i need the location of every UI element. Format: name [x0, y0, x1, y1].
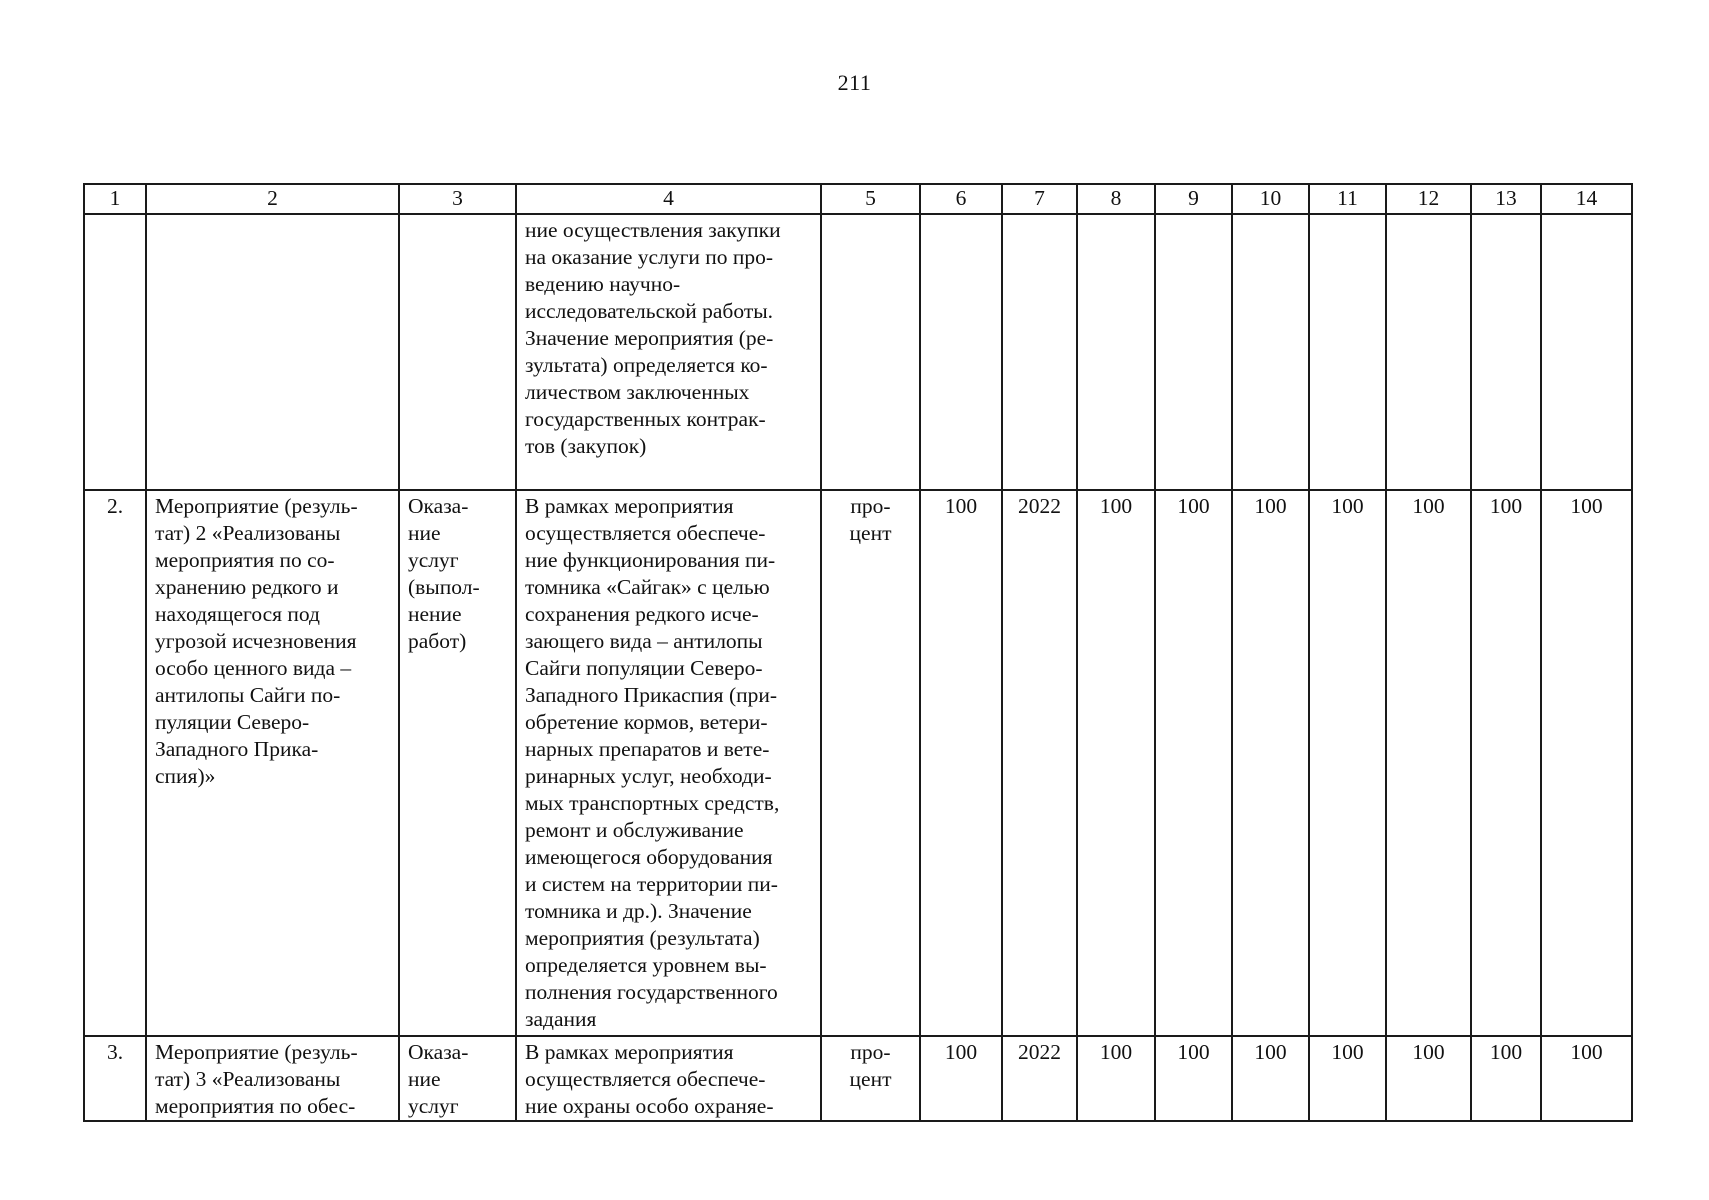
- value-cell: 2022: [1002, 1036, 1077, 1121]
- row-number-cell: 3.: [84, 1036, 146, 1121]
- value-cell: 100: [1232, 1036, 1309, 1121]
- table-row: [84, 214, 1632, 490]
- indicators-table: [83, 183, 1633, 1122]
- value-cell: 100: [920, 1036, 1002, 1121]
- event-name-cell: Мероприятие (резуль- тат) 2 «Реализованы мероприятия по со- хранению редкого и находящегося под угрозой исчезновения особо ценного вида – антилопы Сайги по- пуляции Северо- Западного Прика- спия)»: [146, 490, 399, 1036]
- event-type-cell: Оказа- ние услуг: [399, 1036, 516, 1121]
- value-cell: 100: [920, 490, 1002, 1036]
- value-cell: [920, 214, 1002, 490]
- value-cell: 100: [1541, 490, 1632, 1036]
- value-cell: [1471, 214, 1541, 490]
- value-cell: 100: [1155, 490, 1232, 1036]
- value-cell: 100: [1232, 490, 1309, 1036]
- event-type-cell: Оказа- ние услуг (выпол- нение работ): [399, 490, 516, 1036]
- column-header: 11: [1309, 184, 1386, 214]
- column-header: 1: [84, 184, 146, 214]
- row-number-cell: 2.: [84, 490, 146, 1036]
- column-header: 2: [146, 184, 399, 214]
- event-type-cell: [399, 214, 516, 490]
- unit-cell: [821, 214, 920, 490]
- column-header: 10: [1232, 184, 1309, 214]
- column-header: 6: [920, 184, 1002, 214]
- column-header: 8: [1077, 184, 1155, 214]
- column-header: 14: [1541, 184, 1632, 214]
- value-cell: 100: [1541, 1036, 1632, 1121]
- column-header: 13: [1471, 184, 1541, 214]
- value-cell: [1077, 214, 1155, 490]
- table-row: [84, 490, 1632, 1036]
- value-cell: [1155, 214, 1232, 490]
- value-cell: [1002, 214, 1077, 490]
- unit-cell: про- цент: [821, 1036, 920, 1121]
- value-cell: [1232, 214, 1309, 490]
- value-cell: 100: [1309, 1036, 1386, 1121]
- value-cell: 100: [1309, 490, 1386, 1036]
- table-header-row: [84, 184, 1632, 214]
- value-cell: 100: [1471, 490, 1541, 1036]
- event-name-cell: [146, 214, 399, 490]
- value-cell: 100: [1077, 490, 1155, 1036]
- column-header: 3: [399, 184, 516, 214]
- event-description-cell: ние осуществления закупки на оказание услуги по про- ведению научно- исследовательской работы. Значение мероприятия (ре- зультата) определяется ко- личеством заключенных государственных контрак- тов (закупок): [516, 214, 821, 490]
- value-cell: [1309, 214, 1386, 490]
- event-name-cell: Мероприятие (резуль- тат) 3 «Реализованы мероприятия по обес-: [146, 1036, 399, 1121]
- value-cell: 100: [1155, 1036, 1232, 1121]
- value-cell: [1386, 214, 1471, 490]
- value-cell: 100: [1386, 1036, 1471, 1121]
- page-number: 211: [837, 70, 872, 95]
- table-row: [84, 1036, 1632, 1121]
- unit-cell: про- цент: [821, 490, 920, 1036]
- value-cell: 100: [1386, 490, 1471, 1036]
- event-description-cell: В рамках мероприятия осуществляется обеспече- ние охраны особо охраняе-: [516, 1036, 821, 1121]
- column-header: 12: [1386, 184, 1471, 214]
- value-cell: [1541, 214, 1632, 490]
- column-header: 7: [1002, 184, 1077, 214]
- value-cell: 100: [1471, 1036, 1541, 1121]
- value-cell: 2022: [1002, 490, 1077, 1036]
- event-description-cell: В рамках мероприятия осуществляется обеспече- ние функционирования пи- томника «Сайгак» с целью сохранения редкого исче- зающего вида – антилопы Сайги популяции Северо- Западного Прикаспия (при- обретение кормов, ветери- нарных препаратов и вете- ринарных услуг, необходи- мых транспортных средств, ремонт и обслуживание имеющегося оборудования и систем на территории пи- томника и др.). Значение мероприятия (результата) определяется уровнем вы- полнения государственного задания: [516, 490, 821, 1036]
- value-cell: 100: [1077, 1036, 1155, 1121]
- column-header: 4: [516, 184, 821, 214]
- column-header: 9: [1155, 184, 1232, 214]
- column-header: 5: [821, 184, 920, 214]
- row-number-cell: [84, 214, 146, 490]
